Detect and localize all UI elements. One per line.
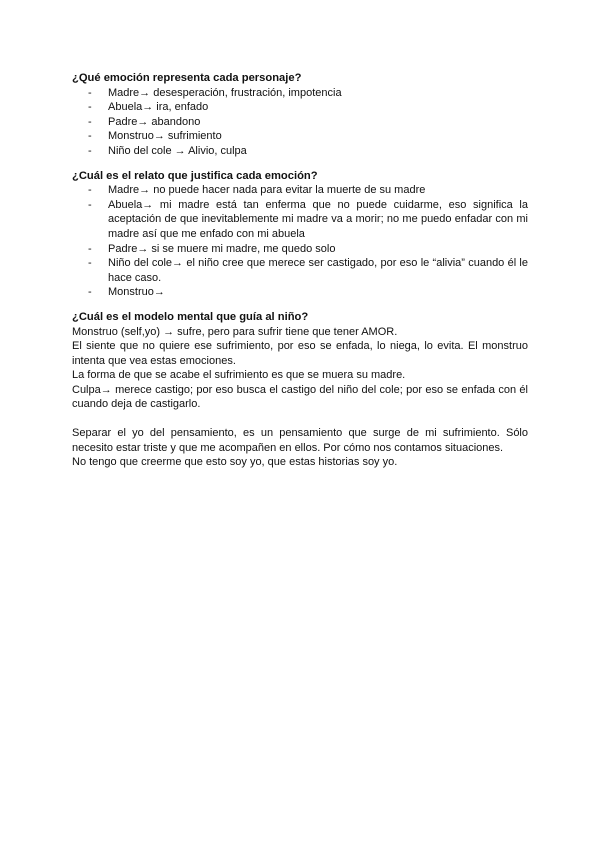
bullet-dash: - — [88, 144, 92, 157]
list-item: - Monstruo→ — [88, 286, 165, 299]
bullet-dash: - — [88, 242, 92, 255]
paragraph: El siente que no quiere ese sufrimiento, por eso se enfada, lo niega, lo evita. El monstruo intenta que vea estas emociones. — [72, 340, 528, 367]
bullet-dash: - — [88, 286, 92, 299]
list-item: - Madre→ no puede hacer nada para evitar la muerte de su madre — [88, 184, 426, 197]
bullet-dash: - — [88, 257, 92, 270]
document-page — [72, 71, 528, 470]
list-item: - Niño del cole→ el niño cree que merece ser castigado, por eso le “alivia” cuando él le hace caso. — [88, 257, 528, 284]
paragraph: Separar el yo del pensamiento, es un pensamiento que surge de mi sufrimiento. Sólo necesito estar triste y que me acompañen en ellos. Por cómo nos contamos situaciones. — [72, 427, 528, 454]
spacer — [72, 412, 528, 426]
section-closing — [72, 426, 528, 470]
bullet-dash: - — [88, 86, 92, 99]
list-item: - Madre→ desesperación, frustración, impotencia — [88, 86, 342, 99]
list-item: - Abuela→ ira, enfado — [88, 101, 209, 114]
list-item: - Niño del cole → Alivio, culpa — [88, 144, 247, 157]
section-heading: ¿Cuál es el modelo mental que guía al niño? — [72, 310, 309, 323]
bullet-dash: - — [88, 130, 92, 143]
bullet-dash: - — [88, 101, 92, 114]
section-emotions — [72, 71, 528, 159]
section-mental-model — [72, 310, 528, 412]
section-heading: ¿Qué emoción representa cada personaje? — [72, 72, 302, 84]
paragraph: Culpa→ merece castigo; por eso busca el castigo del niño del cole; por eso se enfada con él cuando deja de castigarlo. — [72, 383, 528, 411]
bullet-dash: - — [88, 115, 92, 128]
section-narratives — [72, 169, 528, 300]
paragraph: No tengo que creerme que esto soy yo, que estas historias soy yo. — [72, 456, 398, 469]
list-item: - Padre→ si se muere mi madre, me quedo solo — [88, 242, 336, 255]
bullet-dash: - — [88, 198, 92, 211]
list-item: - Padre→ abandono — [88, 115, 201, 128]
paragraph: La forma de que se acabe el sufrimiento es que se muera su madre. — [72, 369, 406, 382]
section-heading: ¿Cuál es el relato que justifica cada emoción? — [72, 169, 318, 182]
list-item: - Monstruo→ sufrimiento — [88, 130, 222, 143]
emotion-list — [72, 86, 528, 159]
paragraph: Monstruo (self,yo) → sufre, pero para sufrir tiene que tener AMOR. — [72, 325, 398, 338]
bullet-dash: - — [88, 184, 92, 197]
list-item: - Abuela→ mi madre está tan enferma que no puede cuidarme, eso significa la aceptación de que inevitablemente mi madre va a morir; no me puedo enfadar con mi madre así que me enfado con mi abuela — [88, 198, 528, 240]
narrative-list — [72, 183, 528, 300]
